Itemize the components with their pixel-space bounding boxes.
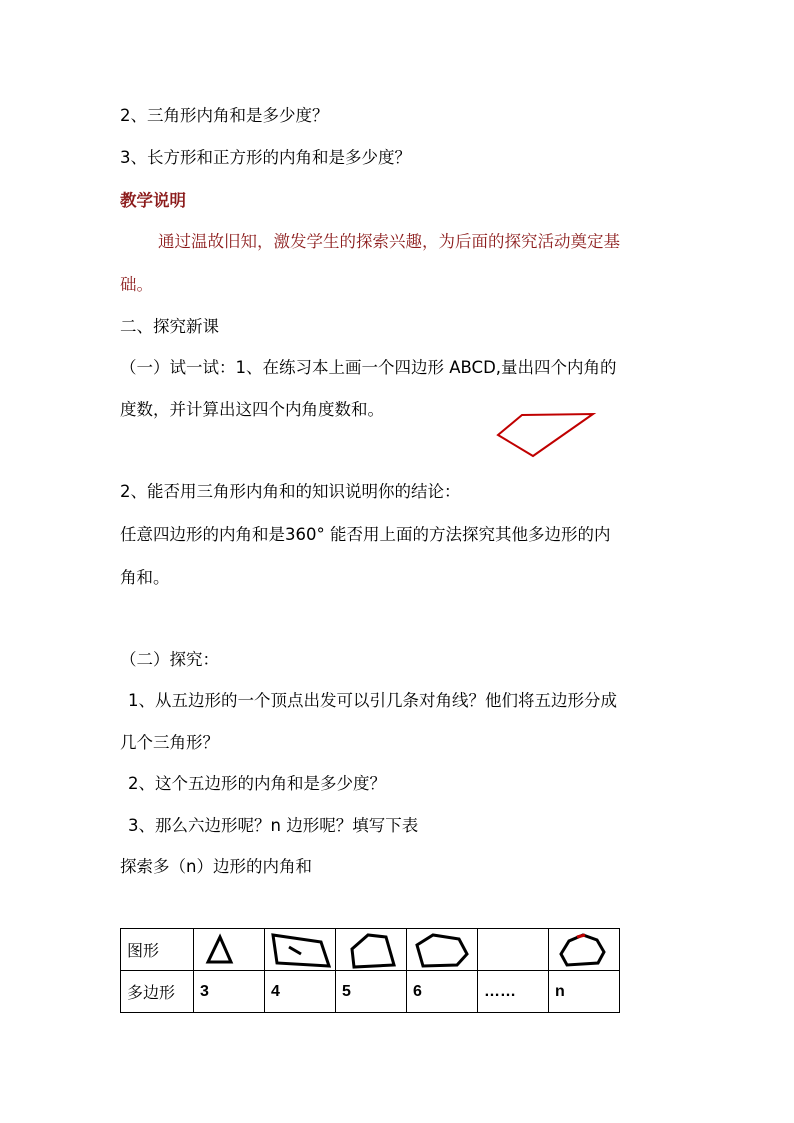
question-2-triangle-proof: 2、能否用三角形内角和的知识说明你的结论： — [120, 482, 461, 501]
quadrilateral-icon — [265, 929, 336, 971]
conclusion-line-1: 任意四边形的内角和是360° 能否用上面的方法探究其他多边形的内 — [120, 525, 611, 544]
table-row — [121, 929, 620, 971]
pentagon-icon — [336, 929, 407, 971]
review-question-2: 2、三角形内角和是多少度？ — [120, 106, 329, 125]
conclusion-line-2: 角和。 — [120, 568, 170, 587]
explore-question-2: 2、这个五边形的内角和是多少度？ — [128, 774, 386, 793]
explore-question-1-line-1: 1、从五边形的一个顶点出发可以引几条对角线？他们将五边形分成 — [128, 691, 617, 710]
hexagon-icon — [407, 929, 478, 971]
sides-cell: …… — [478, 971, 549, 1013]
teaching-note-line-2: 础。 — [120, 275, 153, 294]
sides-cell: 6 — [407, 971, 478, 1013]
sides-cell: n — [549, 971, 620, 1013]
try-line-2: 度数，并计算出这四个内角度数和。 — [120, 400, 384, 419]
section-2-heading: 二、探究新课 — [120, 317, 219, 336]
teaching-note-line-1: 通过温故旧知，激发学生的探索兴趣，为后面的探究活动奠定基 — [158, 232, 620, 251]
empty-shape-cell — [478, 929, 549, 971]
polygon-table — [120, 928, 620, 1013]
review-question-3: 3、长方形和正方形的内角和是多少度？ — [120, 148, 411, 167]
row-label-shape: 图形 — [121, 929, 194, 971]
explore-question-3: 3、那么六边形呢？n 边形呢？填写下表 — [128, 816, 419, 835]
table-row — [121, 971, 620, 1013]
try-line-1: （一）试一试：1、在练习本上画一个四边形 ABCD,量出四个内角的 — [120, 358, 617, 377]
table-title: 探索多（n）边形的内角和 — [120, 857, 312, 876]
triangle-icon — [194, 929, 265, 971]
heptagon-icon — [549, 929, 620, 971]
explore-question-1-line-2: 几个三角形？ — [120, 733, 219, 752]
row-label-polygon: 多边形 — [121, 971, 194, 1013]
sides-cell: 5 — [336, 971, 407, 1013]
sides-cell: 4 — [265, 971, 336, 1013]
teaching-note-heading: 教学说明 — [120, 191, 186, 210]
drawn-quadrilateral-figure — [490, 408, 600, 462]
sides-cell: 3 — [194, 971, 265, 1013]
explore-heading: （二）探究： — [120, 650, 219, 669]
